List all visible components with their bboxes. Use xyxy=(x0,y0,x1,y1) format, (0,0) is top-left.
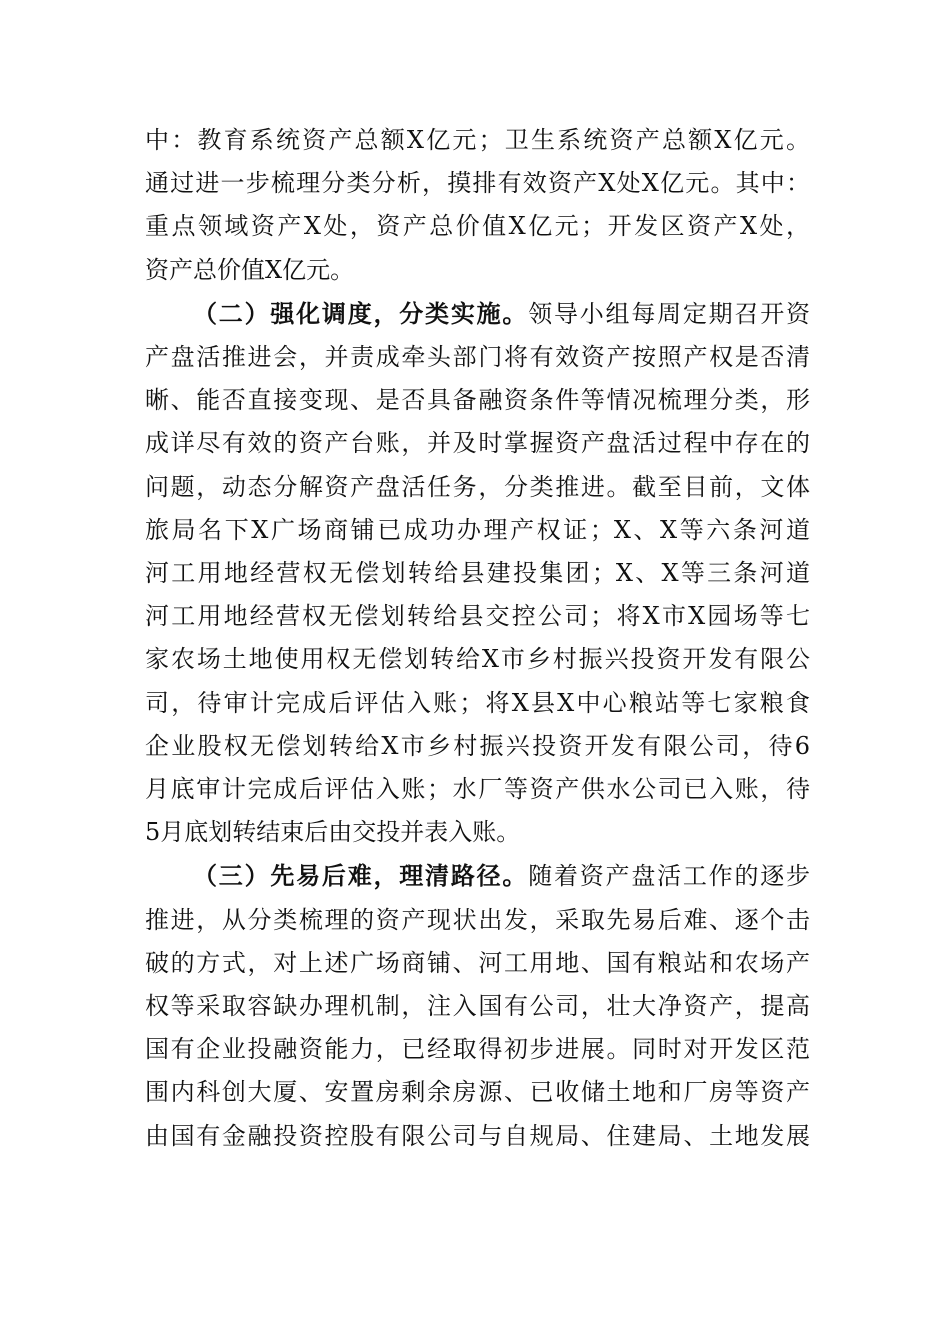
text-run: 随着资产盘活工作的逐步 xyxy=(528,862,811,891)
text-line xyxy=(145,854,810,898)
text-line: 旅局名下X广场商铺已成功办理产权证；X、X等六条河道 xyxy=(145,515,810,544)
paragraph-1 xyxy=(145,119,810,292)
section-heading-2: （二）强化调度，分类实施。 xyxy=(193,298,529,328)
text-line: 司，待审计完成后评估入账；将X县X中心粮站等七家粮食 xyxy=(145,688,810,717)
text-run: 领导小组每周定期召开资 xyxy=(528,299,811,328)
text-line: 河工用地经营权无偿划转给县建投集团；X、X等三条河道 xyxy=(145,559,810,588)
paragraph-2 xyxy=(145,292,810,855)
text-line: 推进，从分类梳理的资产现状出发，采取先易后难、逐个击 xyxy=(145,905,810,934)
text-line: 围内科创大厦、安置房剩余房源、已收储土地和厂房等资产 xyxy=(145,1078,810,1107)
text-line: 破的方式，对上述广场商铺、河工用地、国有粮站和农场产 xyxy=(145,948,810,977)
text-line: 晰、能否直接变现、是否具备融资条件等情况梳理分类，形 xyxy=(145,386,810,415)
text-line: 资产总价值X亿元。 xyxy=(145,255,355,284)
text-line: 国有企业投融资能力，已经取得初步进展。同时对开发区范 xyxy=(145,1035,810,1064)
paragraph-3 xyxy=(145,854,810,1157)
text-line: 中：教育系统资产总额X亿元；卫生系统资产总额X亿元。 xyxy=(145,126,810,154)
text-line: 成详尽有效的资产台账，并及时掌握资产盘活过程中存在的 xyxy=(145,429,810,458)
text-line: 产盘活推进会，并责成牵头部门将有效资产按照产权是否清 xyxy=(145,343,810,372)
text-line: 家农场土地使用权无偿划转给X市乡村振兴投资开发有限公 xyxy=(145,645,810,674)
text-line xyxy=(145,292,810,336)
text-line: 重点领域资产X处，资产总价值X亿元；开发区资产X处， xyxy=(145,212,810,241)
body-text xyxy=(145,119,810,1158)
text-line: 通过进一步梳理分类分析，摸排有效资产X处X亿元。其中： xyxy=(145,169,810,198)
section-heading-3: （三）先易后难，理清路径。 xyxy=(193,861,529,891)
text-line: 河工用地经营权无偿划转给县交控公司；将X市X园场等七 xyxy=(145,602,810,631)
text-line: 5月底划转结束后由交投并表入账。 xyxy=(145,818,521,847)
text-line: 由国有金融投资控股有限公司与自规局、住建局、土地发展 xyxy=(145,1121,810,1150)
text-line: 月底审计完成后评估入账；水厂等资产供水公司已入账，待 xyxy=(145,775,810,804)
text-line: 问题，动态分解资产盘活任务，分类推进。截至目前，文体 xyxy=(145,472,810,501)
text-line: 企业股权无偿划转给X市乡村振兴投资开发有限公司，待6 xyxy=(145,731,810,760)
text-line: 权等采取容缺办理机制，注入国有公司，壮大净资产，提高 xyxy=(145,992,810,1021)
